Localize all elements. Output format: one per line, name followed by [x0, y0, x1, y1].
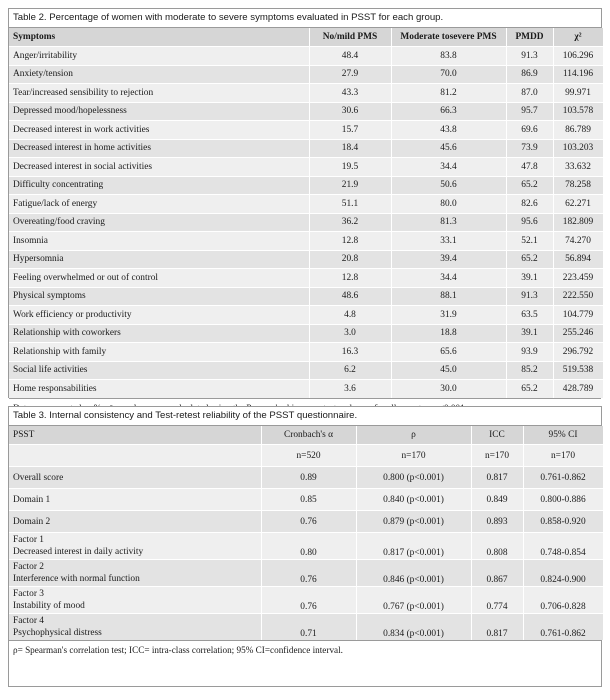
table-row	[9, 533, 603, 560]
table-cell: 39.4	[391, 250, 506, 269]
table-cell: 0.89	[261, 467, 356, 489]
sample-size-cell	[9, 445, 261, 467]
table-cell: 0.761-0.862	[523, 467, 603, 489]
symptom-label: Tear/increased sensibility to rejection	[9, 84, 309, 103]
table-cell: 0.76	[261, 560, 356, 587]
table-cell: 296.792	[553, 343, 603, 362]
table-cell: 255.246	[553, 324, 603, 343]
table-3-grid	[9, 426, 604, 640]
psst-label-line: Psychophysical distress	[13, 628, 102, 638]
table-row	[9, 84, 603, 103]
table-cell: 70.0	[391, 65, 506, 84]
table-cell: 519.538	[553, 361, 603, 380]
symptom-label: Fatigue/lack of energy	[9, 195, 309, 214]
table-cell: 34.4	[391, 158, 506, 177]
table-cell: 65.6	[391, 343, 506, 362]
psst-label	[9, 467, 261, 489]
table-cell: 428.789	[553, 380, 603, 398]
column-header-cronbach-alpha: Cronbach's α	[261, 426, 356, 445]
table-cell: 30.0	[391, 380, 506, 398]
table-cell: 87.0	[506, 84, 553, 103]
symptom-label: Feeling overwhelmed or out of control	[9, 269, 309, 288]
table-3-header-row	[9, 426, 603, 445]
table-cell: 0.76	[261, 511, 356, 533]
table-row	[9, 614, 603, 641]
table-cell: 103.578	[553, 102, 603, 121]
table-cell: 182.809	[553, 213, 603, 232]
table-cell: 95.6	[506, 213, 553, 232]
symptom-label: Physical symptoms	[9, 287, 309, 306]
table-cell: 93.9	[506, 343, 553, 362]
psst-label-line: Factor 1	[13, 535, 44, 545]
table-cell: 83.8	[391, 47, 506, 66]
symptom-label: Difficulty concentrating	[9, 176, 309, 195]
table-2-caption: Table 2. Percentage of women with moderate to severe symptoms evaluated in PSST for each group.	[9, 9, 601, 28]
table-cell: 0.800 (p<0.001)	[356, 467, 471, 489]
table-cell: 15.7	[309, 121, 391, 140]
table-cell: 0.879 (p<0.001)	[356, 511, 471, 533]
table-cell: 73.9	[506, 139, 553, 158]
table-cell: 33.632	[553, 158, 603, 177]
symptom-label: Depressed mood/hopelessness	[9, 102, 309, 121]
table-cell: 85.2	[506, 361, 553, 380]
psst-label-line: Domain 1	[13, 494, 51, 505]
table-cell: 48.4	[309, 47, 391, 66]
table-cell: 62.271	[553, 195, 603, 214]
sample-size-cell: n=170	[471, 445, 523, 467]
table-cell: 0.767 (p<0.001)	[356, 587, 471, 614]
table-cell: 104.779	[553, 306, 603, 325]
symptom-label: Overeating/food craving	[9, 213, 309, 232]
symptom-label: Anxiety/tension	[9, 65, 309, 84]
table-cell: 33.1	[391, 232, 506, 251]
table-3	[8, 406, 602, 687]
table-cell: 0.808	[471, 533, 523, 560]
column-header-icc: ICC	[471, 426, 523, 445]
table-cell: 39.1	[506, 269, 553, 288]
table-row	[9, 380, 603, 398]
table-3-note: ρ= Spearman's correlation test; ICC= intra-class correlation; 95% CI=confidence interval.	[9, 640, 601, 659]
table-cell: 0.76	[261, 587, 356, 614]
sample-size-cell: n=520	[261, 445, 356, 467]
table-cell: 3.0	[309, 324, 391, 343]
table-cell: 0.71	[261, 614, 356, 641]
symptom-label: Insomnia	[9, 232, 309, 251]
table-cell: 50.6	[391, 176, 506, 195]
table-cell: 20.8	[309, 250, 391, 269]
psst-label-line: Factor 4	[13, 616, 44, 626]
table-cell: 82.6	[506, 195, 553, 214]
table-cell: 43.8	[391, 121, 506, 140]
table-cell: 48.6	[309, 287, 391, 306]
table-cell: 222.550	[553, 287, 603, 306]
table-row	[9, 158, 603, 177]
psst-label	[9, 489, 261, 511]
table-cell: 81.2	[391, 84, 506, 103]
table-cell: 63.5	[506, 306, 553, 325]
table-row	[9, 102, 603, 121]
table-cell: 65.2	[506, 176, 553, 195]
table-cell: 34.4	[391, 269, 506, 288]
psst-label	[9, 614, 261, 641]
table-2-header-row	[9, 28, 603, 47]
table-cell: 69.6	[506, 121, 553, 140]
sample-size-cell: n=170	[523, 445, 603, 467]
table-cell: 0.849	[471, 489, 523, 511]
sample-size-row	[9, 445, 603, 467]
table-cell: 4.8	[309, 306, 391, 325]
table-cell: 0.817	[471, 614, 523, 641]
psst-label-line: Overall score	[13, 472, 64, 483]
table-cell: 18.8	[391, 324, 506, 343]
table-row	[9, 511, 603, 533]
table-cell: 0.761-0.862	[523, 614, 603, 641]
table-row	[9, 139, 603, 158]
table-row	[9, 195, 603, 214]
table-cell: 0.817 (p<0.001)	[356, 533, 471, 560]
table-row	[9, 176, 603, 195]
table-cell: 88.1	[391, 287, 506, 306]
table-cell: 0.893	[471, 511, 523, 533]
table-cell: 78.258	[553, 176, 603, 195]
column-header-moderate-severe-pms: Moderate tosevere PMS	[391, 28, 506, 47]
table-cell: 81.3	[391, 213, 506, 232]
table-cell: 45.6	[391, 139, 506, 158]
table-row	[9, 287, 603, 306]
table-row	[9, 65, 603, 84]
table-cell: 91.3	[506, 287, 553, 306]
table-row	[9, 324, 603, 343]
psst-label-line: Instability of mood	[13, 601, 85, 611]
column-header-pmdd: PMDD	[506, 28, 553, 47]
table-cell: 6.2	[309, 361, 391, 380]
symptom-label: Work efficiency or productivity	[9, 306, 309, 325]
psst-label	[9, 560, 261, 587]
psst-label-line: Factor 3	[13, 589, 44, 599]
table-row	[9, 213, 603, 232]
table-cell: 56.894	[553, 250, 603, 269]
table-cell: 3.6	[309, 380, 391, 398]
symptom-label: Hypersomnia	[9, 250, 309, 269]
table-2-grid	[9, 28, 604, 398]
table-cell: 0.840 (p<0.001)	[356, 489, 471, 511]
table-cell: 223.459	[553, 269, 603, 288]
table-cell: 0.85	[261, 489, 356, 511]
table-cell: 12.8	[309, 269, 391, 288]
psst-label-line: Factor 2	[13, 562, 44, 572]
table-row	[9, 587, 603, 614]
table-cell: 0.80	[261, 533, 356, 560]
table-cell: 16.3	[309, 343, 391, 362]
table-row	[9, 343, 603, 362]
table-cell: 39.1	[506, 324, 553, 343]
table-cell: 0.867	[471, 560, 523, 587]
table-cell: 31.9	[391, 306, 506, 325]
psst-label	[9, 511, 261, 533]
table-cell: 45.0	[391, 361, 506, 380]
table-row	[9, 306, 603, 325]
table-cell: 51.1	[309, 195, 391, 214]
table-row	[9, 560, 603, 587]
table-cell: 66.3	[391, 102, 506, 121]
table-cell: 80.0	[391, 195, 506, 214]
table-row	[9, 47, 603, 66]
column-header-no-mild-pms: No/mild PMS	[309, 28, 391, 47]
sample-size-cell: n=170	[356, 445, 471, 467]
table-cell: 114.196	[553, 65, 603, 84]
table-cell: 65.2	[506, 250, 553, 269]
table-cell: 0.748-0.854	[523, 533, 603, 560]
symptom-label: Home responsabilities	[9, 380, 309, 398]
column-header-chi-square: χ²	[553, 28, 603, 47]
symptom-label: Decreased interest in work activities	[9, 121, 309, 140]
symptom-label: Decreased interest in social activities	[9, 158, 309, 177]
table-cell: 18.4	[309, 139, 391, 158]
table-row	[9, 269, 603, 288]
table-row	[9, 250, 603, 269]
table-cell: 36.2	[309, 213, 391, 232]
symptom-label: Relationship with family	[9, 343, 309, 362]
psst-label	[9, 587, 261, 614]
table-cell: 0.834 (p<0.001)	[356, 614, 471, 641]
symptom-label: Relationship with coworkers	[9, 324, 309, 343]
psst-label	[9, 533, 261, 560]
table-cell: 95.7	[506, 102, 553, 121]
table-cell: 86.9	[506, 65, 553, 84]
column-header-rho: ρ	[356, 426, 471, 445]
table-row	[9, 361, 603, 380]
table-cell: 106.296	[553, 47, 603, 66]
table-cell: 74.270	[553, 232, 603, 251]
column-header-95-ci: 95% CI	[523, 426, 603, 445]
table-3-caption: Table 3. Internal consistency and Test-retest reliability of the PSST questionnaire.	[9, 407, 601, 426]
symptom-label: Social life activities	[9, 361, 309, 380]
psst-label-line: Decreased interest in daily activity	[13, 547, 144, 557]
table-cell: 19.5	[309, 158, 391, 177]
table-cell: 0.817	[471, 467, 523, 489]
table-row	[9, 232, 603, 251]
table-cell: 30.6	[309, 102, 391, 121]
table-cell: 0.846 (p<0.001)	[356, 560, 471, 587]
table-row	[9, 489, 603, 511]
psst-label-line: Interference with normal function	[13, 574, 140, 584]
table-cell: 0.858-0.920	[523, 511, 603, 533]
table-cell: 21.9	[309, 176, 391, 195]
symptom-label: Decreased interest in home activities	[9, 139, 309, 158]
table-cell: 103.203	[553, 139, 603, 158]
psst-label-line: Domain 2	[13, 516, 51, 527]
table-cell: 0.774	[471, 587, 523, 614]
table-cell: 65.2	[506, 380, 553, 398]
table-cell: 0.824-0.900	[523, 560, 603, 587]
table-cell: 27.9	[309, 65, 391, 84]
table-row	[9, 121, 603, 140]
table-cell: 0.706-0.828	[523, 587, 603, 614]
table-cell: 43.3	[309, 84, 391, 103]
table-cell: 52.1	[506, 232, 553, 251]
table-cell: 12.8	[309, 232, 391, 251]
table-cell: 86.789	[553, 121, 603, 140]
column-header-psst: PSST	[9, 426, 261, 445]
table-2	[8, 8, 602, 398]
table-cell: 91.3	[506, 47, 553, 66]
table-cell: 99.971	[553, 84, 603, 103]
table-cell: 47.8	[506, 158, 553, 177]
table-cell: 0.800-0.886	[523, 489, 603, 511]
column-header-symptoms: Symptoms	[9, 28, 309, 47]
table-row	[9, 467, 603, 489]
symptom-label: Anger/irritability	[9, 47, 309, 66]
